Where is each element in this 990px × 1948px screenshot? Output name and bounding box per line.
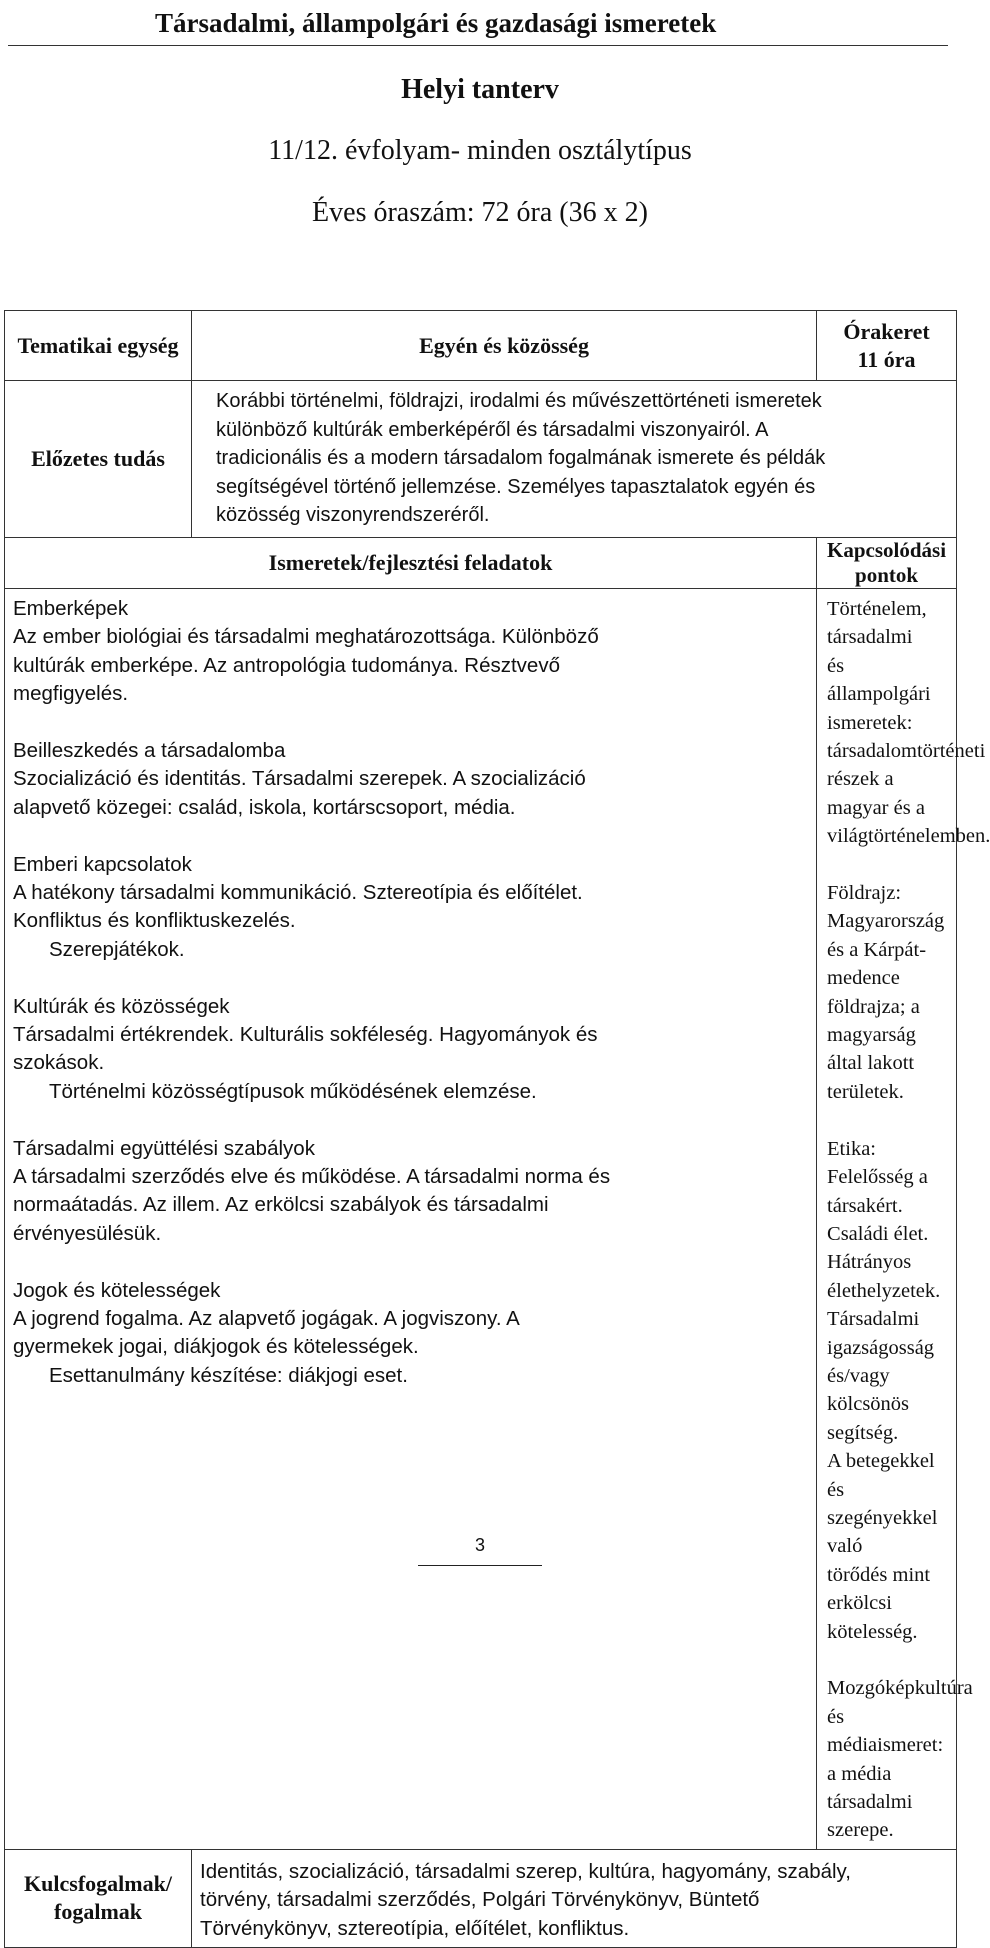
task-activity: Történelmi közösségtípusok működésének elemzése. bbox=[49, 1079, 537, 1103]
link-text: Etika: Felelősség a bbox=[827, 1137, 928, 1189]
task-text: gyermekek jogai, diákjogok és kötelességek. bbox=[13, 1335, 419, 1359]
task-heading: Kultúrák és közösségek bbox=[13, 994, 230, 1018]
task-block-kapcsolatok bbox=[13, 851, 808, 965]
hours-cell bbox=[817, 311, 957, 381]
key-concepts-line: törvény, társadalmi szerződés, Polgári Törvénykönyv, Büntető bbox=[200, 1888, 760, 1912]
link-text: világtörténelemben. bbox=[827, 825, 990, 848]
unit-title: Egyén és közösség bbox=[192, 311, 817, 381]
task-heading: Beilleszkedés a társadalomba bbox=[13, 739, 286, 763]
task-heading: Társadalmi együttélési szabályok bbox=[13, 1136, 315, 1160]
task-text: alapvető közegei: család, iskola, kortárscsoport, média. bbox=[13, 795, 516, 819]
key-concepts-label-line1: Kulcsfogalmak/ bbox=[24, 1871, 172, 1897]
task-text: Társadalmi értékrendek. Kulturális sokféleség. Hagyományok és bbox=[13, 1023, 598, 1047]
document-header-title: Társadalmi, állampolgári és gazdasági ismeretek bbox=[8, 4, 948, 46]
content-row bbox=[5, 589, 957, 1850]
key-concepts-label bbox=[5, 1849, 192, 1947]
key-concepts-text bbox=[192, 1849, 957, 1947]
task-text: megfigyelés. bbox=[13, 682, 129, 706]
links-cell bbox=[817, 589, 990, 1850]
task-text: kultúrák emberképe. Az antropológia tudománya. Résztvevő bbox=[13, 653, 560, 677]
task-text: szokások. bbox=[13, 1051, 105, 1075]
link-text: Földrajz: Magyarország bbox=[827, 882, 945, 933]
link-text: Hátrányos bbox=[827, 1251, 912, 1274]
task-activity: Esettanulmány készítése: diákjogi eset. bbox=[49, 1363, 408, 1387]
grade-line: 11/12. évfolyam- minden osztálytípus bbox=[268, 135, 692, 166]
task-text: A társadalmi szerződés elve és működése. A társadalmi norma és bbox=[13, 1165, 611, 1189]
link-block-etika bbox=[827, 1135, 950, 1646]
tasks-header: Ismeretek/fejlesztési feladatok bbox=[5, 538, 817, 589]
task-block-kulturak bbox=[13, 993, 808, 1107]
prior-knowledge-row bbox=[5, 381, 957, 538]
task-text: érvényesülésük. bbox=[13, 1221, 162, 1245]
curriculum-table bbox=[4, 310, 990, 1948]
task-text: Szocializáció és identitás. Társadalmi szerepek. A szocializáció bbox=[13, 767, 586, 791]
unit-row bbox=[5, 311, 957, 381]
link-text: Társadalmi bbox=[827, 1308, 920, 1331]
link-text: társadalomtörténeti bbox=[827, 740, 986, 763]
link-text: Történelem, társadalmi bbox=[827, 598, 932, 649]
unit-label: Tematikai egység bbox=[5, 311, 192, 381]
task-block-beilleszkedes bbox=[13, 737, 808, 822]
task-text: Az ember biológiai és társadalmi meghatározottsága. Különböző bbox=[13, 625, 599, 649]
task-block-emberkepek bbox=[13, 595, 808, 709]
prior-line: közösség viszonyrendszeréről. bbox=[216, 504, 490, 527]
prior-knowledge-text bbox=[192, 381, 957, 538]
key-concepts-label-line2: fogalmak bbox=[54, 1899, 142, 1925]
link-text: A betegekkel és bbox=[827, 1450, 940, 1501]
link-text: kölcsönös segítség. bbox=[827, 1393, 915, 1444]
prior-line: Korábbi történelmi, földrajzi, irodalmi és művészettörténeti ismeretek bbox=[216, 390, 822, 412]
link-text: ismeretek: bbox=[827, 711, 913, 734]
task-heading: Jogok és kötelességek bbox=[13, 1278, 221, 1302]
task-heading: Emberi kapcsolatok bbox=[13, 852, 192, 876]
link-block-mozgokep bbox=[827, 1674, 978, 1844]
link-text: és állampolgári bbox=[827, 654, 931, 706]
link-text: részek a magyar és a bbox=[827, 768, 925, 819]
link-text: és a Kárpát-medence bbox=[827, 938, 927, 990]
prior-knowledge-label: Előzetes tudás bbox=[5, 381, 192, 538]
curriculum-title: Helyi tanterv bbox=[401, 74, 559, 105]
link-text: társakért. Családi élet. bbox=[827, 1194, 929, 1245]
link-text: kötelesség. bbox=[827, 1620, 918, 1643]
prior-line: tradicionális és a modern társadalom fogalmának ismerete és példák bbox=[216, 447, 826, 470]
section-header-row bbox=[5, 538, 957, 589]
link-text: Mozgóképkultúra és bbox=[827, 1677, 978, 1728]
link-text: által lakott területek. bbox=[827, 1052, 920, 1103]
link-text: médiaismeret: a média bbox=[827, 1734, 949, 1785]
footer-rule bbox=[418, 1565, 542, 1566]
page-number: 3 bbox=[474, 1535, 485, 1555]
annual-hours-line: Éves óraszám: 72 óra (36 x 2) bbox=[312, 197, 648, 228]
link-text: társadalmi szerepe. bbox=[827, 1791, 918, 1842]
hours-value: 11 óra bbox=[857, 346, 916, 372]
task-heading: Emberképek bbox=[13, 597, 129, 620]
task-activity: Szerepjátékok. bbox=[49, 937, 185, 961]
link-text: igazságosság és/vagy bbox=[827, 1336, 940, 1387]
task-block-egyuttelesi bbox=[13, 1135, 808, 1249]
link-block-foldrajz bbox=[827, 879, 950, 1106]
link-block-tortenelem bbox=[827, 595, 990, 851]
key-concepts-row bbox=[5, 1849, 957, 1947]
task-text: A jogrend fogalma. Az alapvető jogágak. A jogviszony. A bbox=[13, 1307, 520, 1331]
key-concepts-line: Identitás, szocializáció, társadalmi szerep, kultúra, hagyomány, szabály, bbox=[200, 1859, 851, 1883]
hours-label: Órakeret bbox=[843, 318, 930, 344]
link-text: földrajza; a magyarság bbox=[827, 995, 925, 1047]
link-text: élethelyzetek. bbox=[827, 1279, 941, 1302]
link-text: törődés mint erkölcsi bbox=[827, 1563, 936, 1615]
task-text: Konfliktus és konfliktuskezelés. bbox=[13, 909, 296, 933]
key-concepts-line: Törvénykönyv, sztereotípia, előítélet, konfliktus. bbox=[200, 1916, 630, 1940]
task-text: normaátadás. Az illem. Az erkölcsi szabályok és társadalmi bbox=[13, 1193, 549, 1217]
links-header: Kapcsolódási pontok bbox=[817, 538, 957, 589]
tasks-cell bbox=[5, 589, 817, 1850]
task-block-jogok bbox=[13, 1277, 808, 1391]
task-text: A hatékony társadalmi kommunikáció. Sztereotípia és előítélet. bbox=[13, 881, 583, 905]
link-text: szegényekkel való bbox=[827, 1506, 943, 1558]
prior-line: segítségével történő jellemzése. Személyes tapasztalatok egyén és bbox=[216, 475, 816, 498]
prior-line: különböző kultúrák emberképéről és társadalmi viszonyairól. A bbox=[216, 418, 769, 441]
